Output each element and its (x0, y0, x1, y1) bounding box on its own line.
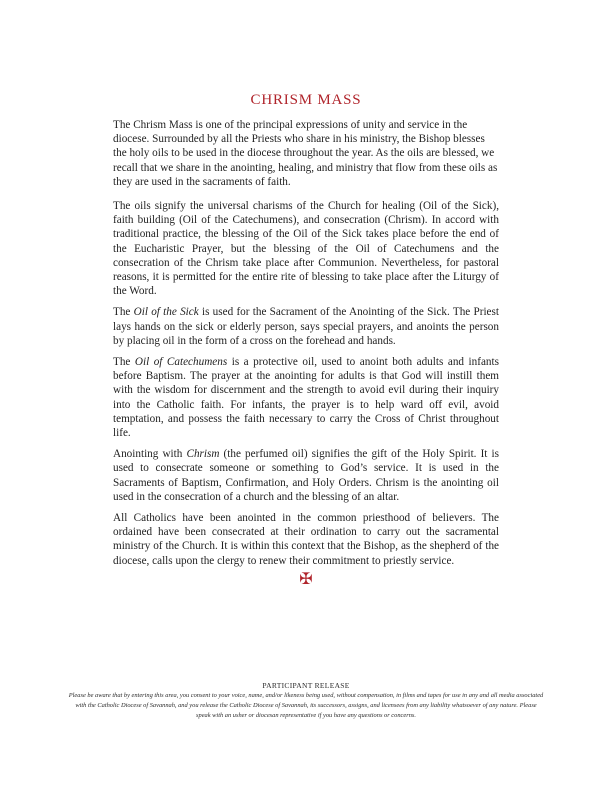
text-run: The (113, 356, 135, 369)
body-text (113, 118, 499, 575)
cross-pattee-icon: ✠ (299, 571, 313, 588)
paragraph-oil-of-catechumens (113, 355, 499, 440)
text-run: Anointing with (113, 448, 187, 461)
release-notice: Please be aware that by entering this area, you consent to your voice, name, and/or likeness being used, without compensation, in films and tapes for use in any and all media associated with the Catholic Diocese of Savannah, and you release the Catholic Diocese of Savannah, its successors, assigns, and licensees from any liability whatsoever of any nature. Please speak with an usher or diocesan representative if you have any questions or concerns. (68, 692, 544, 720)
text-run: is a protective oil, used to anoint both adults and infants before Baptism. The prayer at the anointing for adults is that God will instill them with the wisdom for discernment and the strength to avoid evil during their inquiry into the Catholic faith. For infants, the prayer is to help ward off evil, avoid temptation, and possess the faith necessary to carry the Cross of Christ throughout life. (113, 356, 499, 440)
paragraph-common-priesthood: All Catholics have been anointed in the common priesthood of believers. The ordained have been consecrated at their ordination to carry out the sacramental ministry of the Church. It is within this context that the Bishop, as the shepherd of the diocese, calls upon the clergy to renew their commitment to priestly service. (113, 512, 499, 567)
text-run: is used for the Sacrament of the Anointing of the Sick. The Priest lays hands on the sick or elderly person, says special prayers, and anoints the person by placing oil in the form of a cross on the forehead and hands. (113, 306, 499, 347)
emphasis-term: Chrism (186, 448, 220, 461)
emphasis-term: Oil of the Sick (133, 306, 199, 319)
paragraph-chrism (113, 447, 499, 504)
text-run: The (113, 306, 134, 319)
paragraph-oils-signify: The oils signify the universal charisms of the Church for healing (Oil of the Sick), faith building (Oil of the Catechumens), and consecration (Chrism). In accord with traditional practice, the blessing of the Oil of the Sick takes place before the end of the Eucharistic Prayer, but the blessing of the Oil of Catechumens and the consecration of the Chrism take place after Communion. Nevertheless, for pastoral reasons, it is permitted for the entire rite of blessing to take place after the Liturgy of the Word. (113, 200, 499, 298)
text-run: (the perfumed oil) signifies the gift of the Holy Spirit. It is used to consecrate someone or something to God’s service. It is used in the Sacraments of Baptism, Confirmation, and Holy Orders. Chrism is the anointing oil used in the consecration of a church and the blessing of an altar. (113, 448, 499, 503)
paragraph-intro: The Chrism Mass is one of the principal expressions of unity and service in the diocese. Surrounded by all the Priests who share in his ministry, the Bishop blesses the holy oils to be used in the diocese throughout the year. As the oils are blessed, we recall that we share in the anointing, healing, and ministry that flow from these oils as they are used in the sacraments of faith. (113, 119, 498, 188)
page-title: CHRISM MASS (250, 92, 362, 108)
release-heading: PARTICIPANT RELEASE (262, 681, 350, 690)
emphasis-term: Oil of Catechumens (134, 356, 228, 369)
paragraph-oil-of-sick (113, 305, 499, 348)
